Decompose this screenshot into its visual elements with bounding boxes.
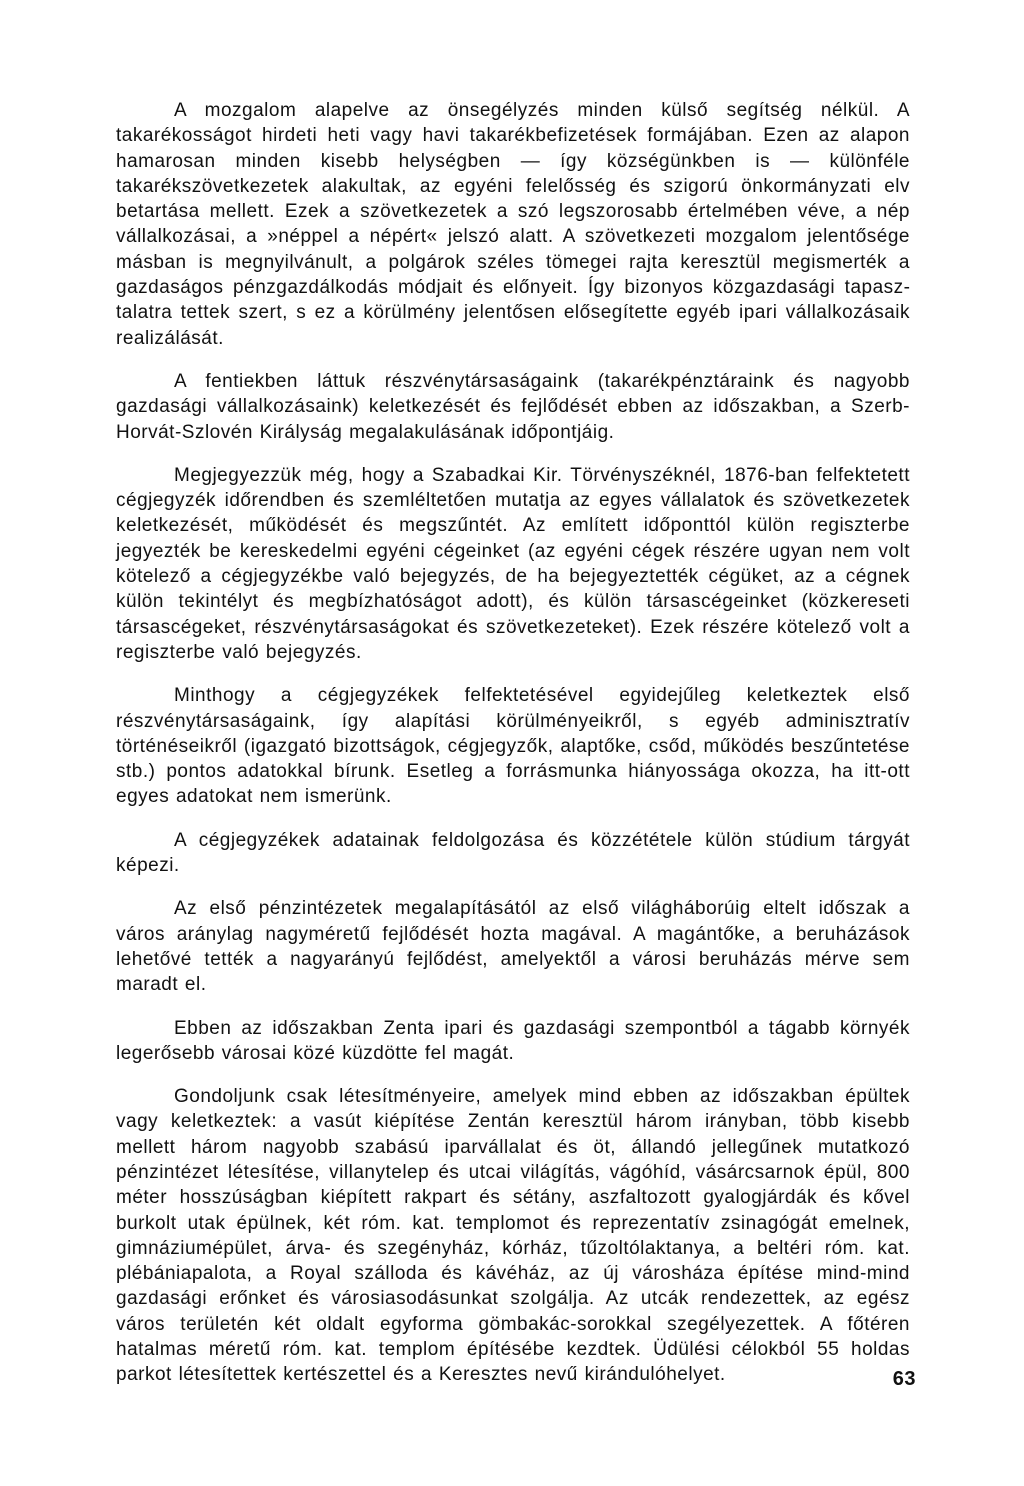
- paragraph-cooperative-movement: A mozgalom alapelve az önsegélyzés minden külső segítség nélkül. A takarékosságot hirdeti heti vagy havi takarékbefizetések formájában. Ezen az alapon hamarosan minden kisebb helységben — így községünkben is — különféle takarékszövetkezetek alakultak, az egyéni felelősség és szigorú önkormányzati elv betartása mellett. Ezek a szövetkezetek a szó legszorosabb értelmében véve, a nép vállalkozásai, a »néppel a népért« jelszó alatt. A szövetkezeti mozgalom jelentősége másban is megnyilvánult, a polgárok széles tömegei rajta keresztül megismerték a gazdaságos pénzgazdálkodás módjait és előnyeit. Így bizonyos közgazdasági tapasztalatra tettek szert, s ez a körülmény jelentősen elősegítette egyéb ipari vállalkozásaik realizálását.: [116, 100, 910, 349]
- page-number: 63: [892, 1368, 916, 1390]
- paragraph-zenta-strength: Ebben az időszakban Zenta ipari és gazdasági szempontból a tágabb környék legerősebb városai közé küzdötte fel magát.: [116, 1017, 910, 1064]
- paragraph-joint-stock-companies: A fentiekben láttuk részvénytársaságaink (takarékpénztáraink és nagyobb gazdasági vállalkozásaink) keletkezését és fejlődését ebben az időszakban, a Szerb-Horvát-Szlovén Királyság megalakulásának időpontjáig.: [116, 370, 910, 443]
- paragraph-administrative-data: Minthogy a cégjegyzékek felfektetésével egyidejűleg keletkeztek első részvénytársaságaink, így alapítási körülményeikről, s egyéb adminisztratív történéseikről (igazgató bizottságok, cégjegyzők, alaptőke, csőd, működés beszűntetése stb.) pontos adatokkal bírunk. Esetleg a forrásmunka hiányossága okozza, ha itt-ott egyes adatokat nem ismerünk.: [116, 685, 910, 808]
- paragraph-development-period: Az első pénzintézetek megalapításától az első világháborúig eltelt időszak a város aránylag nagyméretű fejlődését hozta magával. A magántőke, a beruházások lehetővé tették a nagyarányú fejlődést, amelyektől a városi beruházás mérve sem maradt el.: [116, 898, 910, 996]
- page-body: [116, 98, 910, 1406]
- paragraph-company-register: Megjegyezzük még, hogy a Szabadkai Kir. Törvényszéknél, 1876-ban felfektetett cégjegyzék időrendben és szemléltetően mutatja az egyes vállalatok és szövetkezetek keletkezését, működését és megszűntét. Az említett időponttól külön regiszterbe jegyezték be kereskedelmi egyéni cégeinket (az egyéni cégek részére ugyan nem volt kötelező a cégjegyzékbe való bejegyzés, de ha bejegyeztették cégüket, az a cégnek külön tekintélyt és megbízhatóságot adott), és külön társascégeinket (közkereseti társascégeket, részvénytársaságokat és szövetkezeteket). Ezek részére kötelező volt a regiszterbe való bejegyzés.: [116, 464, 910, 663]
- paragraph-establishments: Gondoljunk csak létesítményeire, amelyek mind ebben az időszakban épültek vagy keletkeztek: a vasút kiépítése Zentán keresztül három irányban, több kisebb mellett három nagyobb szabású iparvállalat és öt, állandó jellegűnek mutatkozó pénzintézet létesítése, villanytelep és utcai világítás, vágóhíd, vásárcsarnok épül, 800 méter hosszúságban kiépített rakpart és sétány, aszfaltozott gyalogjárdák és kővel burkolt utak épülnek, két róm. kat. templomot és reprezentatív zsinagógát emelnek, gimnáziumépület, árva- és szegényház, kórház, tűzoltólaktanya, a beltéri róm. kat. plébániapalota, a Royal szálloda és kávéház, az új városháza építése mind-mind gazdasági erőnket és városiasodásunkat szolgálja. Az utcák rendezettek, az egész város területén két oldalt egyforma gömbakác-sorokkal szegélyezettek. A főtéren hatalmas méretű róm. kat. templom építésébe kezdtek. Üdülési célokból 55 holdas parkot létesítettek kertészettel és a Keresztes nevű kirándulóhelyet.: [116, 1086, 910, 1386]
- paragraph-separate-study: A cégjegyzékek adatainak feldolgozása és közzététele külön stúdium tárgyát képezi.: [116, 829, 910, 877]
